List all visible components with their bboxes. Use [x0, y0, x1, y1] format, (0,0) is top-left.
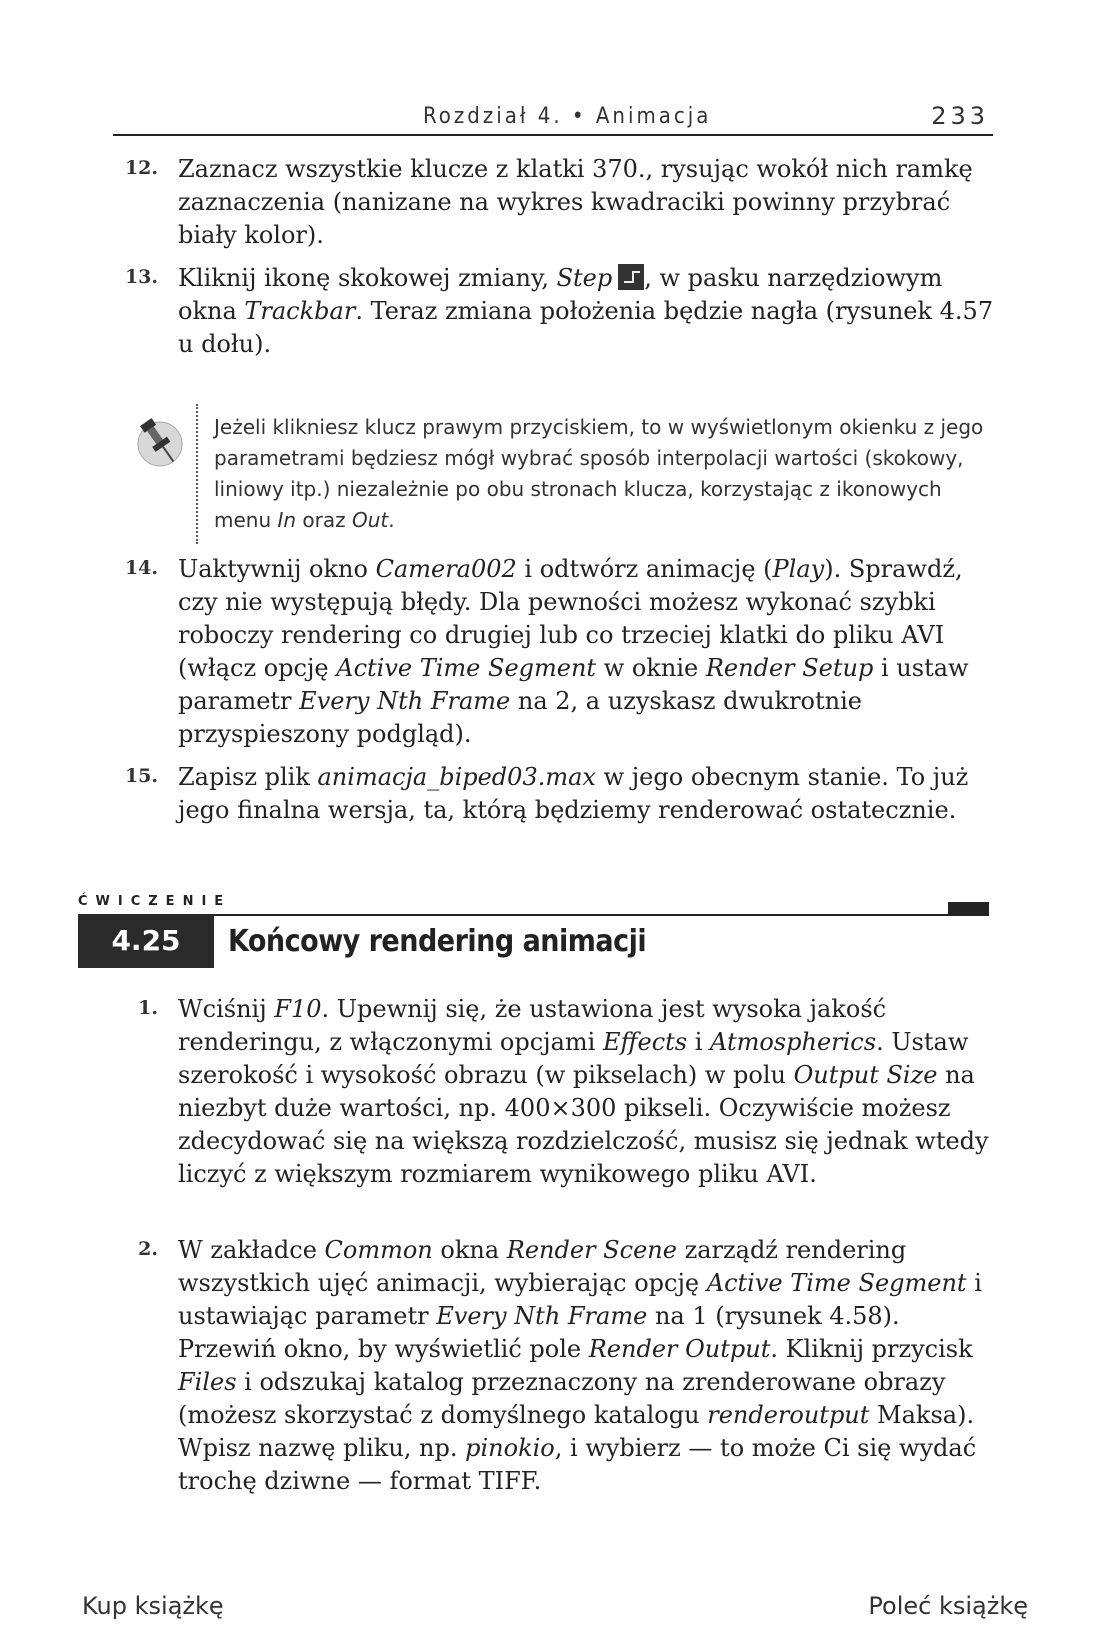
step-text-part: w jego obecnym stanie. To już jego finalna wersja, ta, którą będziemy renderować ostatecznie.: [178, 763, 969, 824]
step-text: [178, 153, 998, 252]
step-text-italic: Render Output: [588, 1335, 771, 1363]
step-text-italic: Camera002: [375, 555, 517, 583]
step-text-italic: animacja_biped03.max: [317, 763, 596, 791]
step-text-part: . Upewnij się, że ustawiona jest wysoka jakość renderingu, z włączonymi opcjami: [178, 995, 887, 1056]
buy-book-link[interactable]: Kup książkę: [82, 1592, 224, 1620]
step-text: [178, 553, 998, 751]
step-text-part: w oknie: [596, 654, 706, 682]
step-text: [178, 761, 998, 827]
step-text-part: okna: [432, 1236, 507, 1264]
step-text-part: , w pasku narzędziowym okna: [178, 264, 943, 325]
step-text-part: Maksa). Wpisz nazwę pliku, np.: [178, 1401, 975, 1462]
step-text-italic: Render Scene: [506, 1236, 677, 1264]
step-number: 1.: [138, 997, 158, 1019]
step-tangent-icon: [618, 264, 644, 290]
step-text-italic: Every Nth Frame: [436, 1302, 648, 1330]
step-text-part: . Kliknij przycisk: [770, 1335, 973, 1363]
step-text: [178, 1234, 998, 1498]
note-text-part: Jeżeli klikniesz klucz prawym przyciskiem, to w wyświetlonym okienku z jego parametrami będziesz mógł wybrać sposób interpolacji wartości (skokowy, liniowy itp.) niezależnie po obu stronach klucza, korzystając z ikonowych menu: [214, 415, 984, 532]
step-text-italic: Play: [772, 555, 825, 583]
step-text-part: Kliknij ikonę skokowej zmiany,: [178, 264, 557, 292]
step-text-part: i: [687, 1028, 711, 1056]
step-text-italic: Step: [556, 264, 613, 292]
step-text-part: na niezbyt duże wartości, np. 400×300 pikseli. Oczywiście możesz zdecydować się na większą rozdzielczość, musisz się jednak wtedy liczyć z większym rozmiarem wynikowego pliku AVI.: [178, 1061, 989, 1188]
step-text-part: Wciśnij: [178, 995, 275, 1023]
step-text-part: Zapisz plik: [178, 763, 318, 791]
exercise-label: ĆWICZENIE: [78, 894, 232, 909]
recommend-book-link[interactable]: Poleć książkę: [868, 1592, 1028, 1620]
step-text-italic: Active Time Segment: [706, 1269, 967, 1297]
step-number: 12.: [124, 157, 158, 179]
step-number: 15.: [124, 765, 158, 787]
step-text-italic: F10: [274, 995, 322, 1023]
note-text-italic: In: [277, 508, 297, 532]
exercise-number: 4.25: [78, 914, 214, 968]
page-number: 233: [931, 102, 989, 130]
step-text-part: i ustawiając parametr: [178, 1269, 982, 1330]
step-number: 14.: [124, 557, 158, 579]
note-text: [214, 412, 994, 536]
note-text-part: .: [388, 508, 395, 532]
step-text-part: ). Sprawdź, czy nie występują błędy. Dla pewności możesz wykonać szybki roboczy rendering co drugiej lub co trzeciej klatki do pliku AVI (włącz opcję: [178, 555, 963, 682]
step-text-part: Zaznacz wszystkie klucze z klatki 370., rysując wokół nich ramkę zaznaczenia (nanizane na wykres kwadraciki powinny przybrać biały kolor).: [178, 155, 973, 249]
step-text-part: , i wybierz — to może Ci się wydać trochę dziwne — format TIFF.: [178, 1434, 977, 1495]
step-text-part: i ustaw parametr: [178, 654, 969, 715]
step-text-italic: Effects: [602, 1028, 688, 1056]
step-text-part: . Teraz zmiana położenia będzie nagła (rysunek 4.57 u dołu).: [178, 297, 994, 358]
step-text-part: na 1 (rysunek 4.58). Przewiń okno, by wyświetlić pole: [178, 1302, 900, 1363]
step-text-part: zarządź rendering wszystkich ujęć animacji, wybierając opcję: [178, 1236, 907, 1297]
tip-note: [130, 404, 1000, 544]
step-text: [178, 993, 998, 1191]
step-text-part: i odtwórz animację (: [516, 555, 773, 583]
step-text-italic: Render Setup: [705, 654, 874, 682]
step-text: [178, 262, 998, 361]
step-text-part: . Ustaw szerokość i wysokość obrazu (w pikselach) w polu: [178, 1028, 969, 1089]
step-text-italic: Trackbar: [244, 297, 356, 325]
running-header: [113, 92, 993, 136]
exercise-rule-tab: [948, 902, 989, 914]
step-text-part: i odszukaj katalog przeznaczony na zrenderowane obrazy (możesz skorzystać z domyślnego katalogu: [178, 1368, 946, 1429]
step-text-part: na 2, a uzyskasz dwukrotnie przyspieszony podgląd).: [178, 687, 862, 748]
chapter-title: Rozdział 4. • Animacja: [423, 104, 712, 129]
step-text-italic: Common: [324, 1236, 433, 1264]
step-text-italic: renderoutput: [707, 1401, 870, 1429]
step-text-italic: Files: [178, 1368, 237, 1396]
note-text-part: oraz: [296, 508, 353, 532]
step-number: 13.: [124, 266, 158, 288]
step-text-part: W zakładce: [178, 1236, 325, 1264]
exercise-title: Końcowy rendering animacji: [228, 924, 647, 959]
exercise-rule: [214, 914, 989, 916]
step-text-italic: Every Nth Frame: [299, 687, 511, 715]
note-text-italic: Out: [352, 508, 389, 532]
step-text-italic: Atmospherics: [710, 1028, 877, 1056]
tip-pushpin-icon: [130, 412, 188, 470]
step-text-part: Uaktywnij okno: [178, 555, 376, 583]
note-divider: [196, 404, 198, 544]
step-text-italic: Output Size: [793, 1061, 938, 1089]
step-number: 2.: [138, 1238, 158, 1260]
step-text-italic: pinokio: [465, 1434, 555, 1462]
step-text-italic: Active Time Segment: [336, 654, 597, 682]
